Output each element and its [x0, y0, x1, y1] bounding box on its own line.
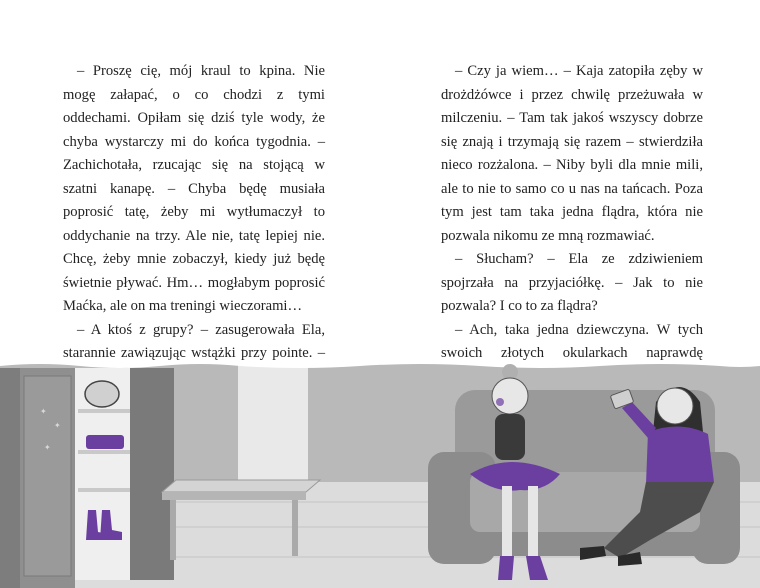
svg-text:✦: ✦	[54, 421, 61, 430]
locker	[0, 368, 174, 588]
folded-sweater	[86, 435, 124, 449]
left-column	[63, 60, 325, 389]
svg-text:✦: ✦	[40, 407, 47, 416]
doorway	[238, 362, 308, 482]
paragraph: – Ach, taka jedna dziewczyna. W tych swoich złotych okularkach naprawdę	[441, 321, 703, 361]
right-column	[441, 60, 703, 389]
cap	[85, 381, 119, 407]
purple-sweater	[646, 426, 714, 484]
paragraph: – Czy ja wiem… – Kaja zatopiła zęby w drożdżówce i przez chwilę przeżuwała w milczeniu. – Tam tak jakoś wszyscy dobrze się znają i trzymają się razem – stwierdziła nieco rozżalona. – Niby byli dla mnie mili, ale to nie to samo co u nas na tańcach. Poza tym jest tam taka jedna flądra, która nie pozwala nikomu ze mną rozmawiać.	[441, 63, 703, 244]
svg-text:✦: ✦	[44, 443, 51, 452]
paragraph: – Proszę cię, mój kraul to kpina. Nie mogę załapać, o co chodzi z tymi oddechami. Opiłam się dziś tyle wody, że chyba wystarczy mi do końca tygodnia. – Zachichotała, rzucając się na stojącą w szatni kanapę. – Chyba będę musiała poprosić tatę, żeby mi wytłumaczył to oddychanie na trzy. Ale nie, tatę lepiej nie. Chcę, żeby mnie zobaczył, kiedy już będę świetnie pływać. Hm… mogłabym poprosić Maćka, ale on ma treningi wieczorami…	[63, 63, 325, 314]
illustration-locker-room	[0, 362, 760, 588]
paragraph: – Słucham? – Ela ze zdziwieniem spojrzała na przyjaciółkę. – Jak to nie pozwala? I co to za flądra?	[441, 251, 703, 314]
paragraph: – A ktoś z grupy? – zasugerowała Ela, starannie zawiązując wstążki przy pointe. –	[63, 321, 325, 361]
